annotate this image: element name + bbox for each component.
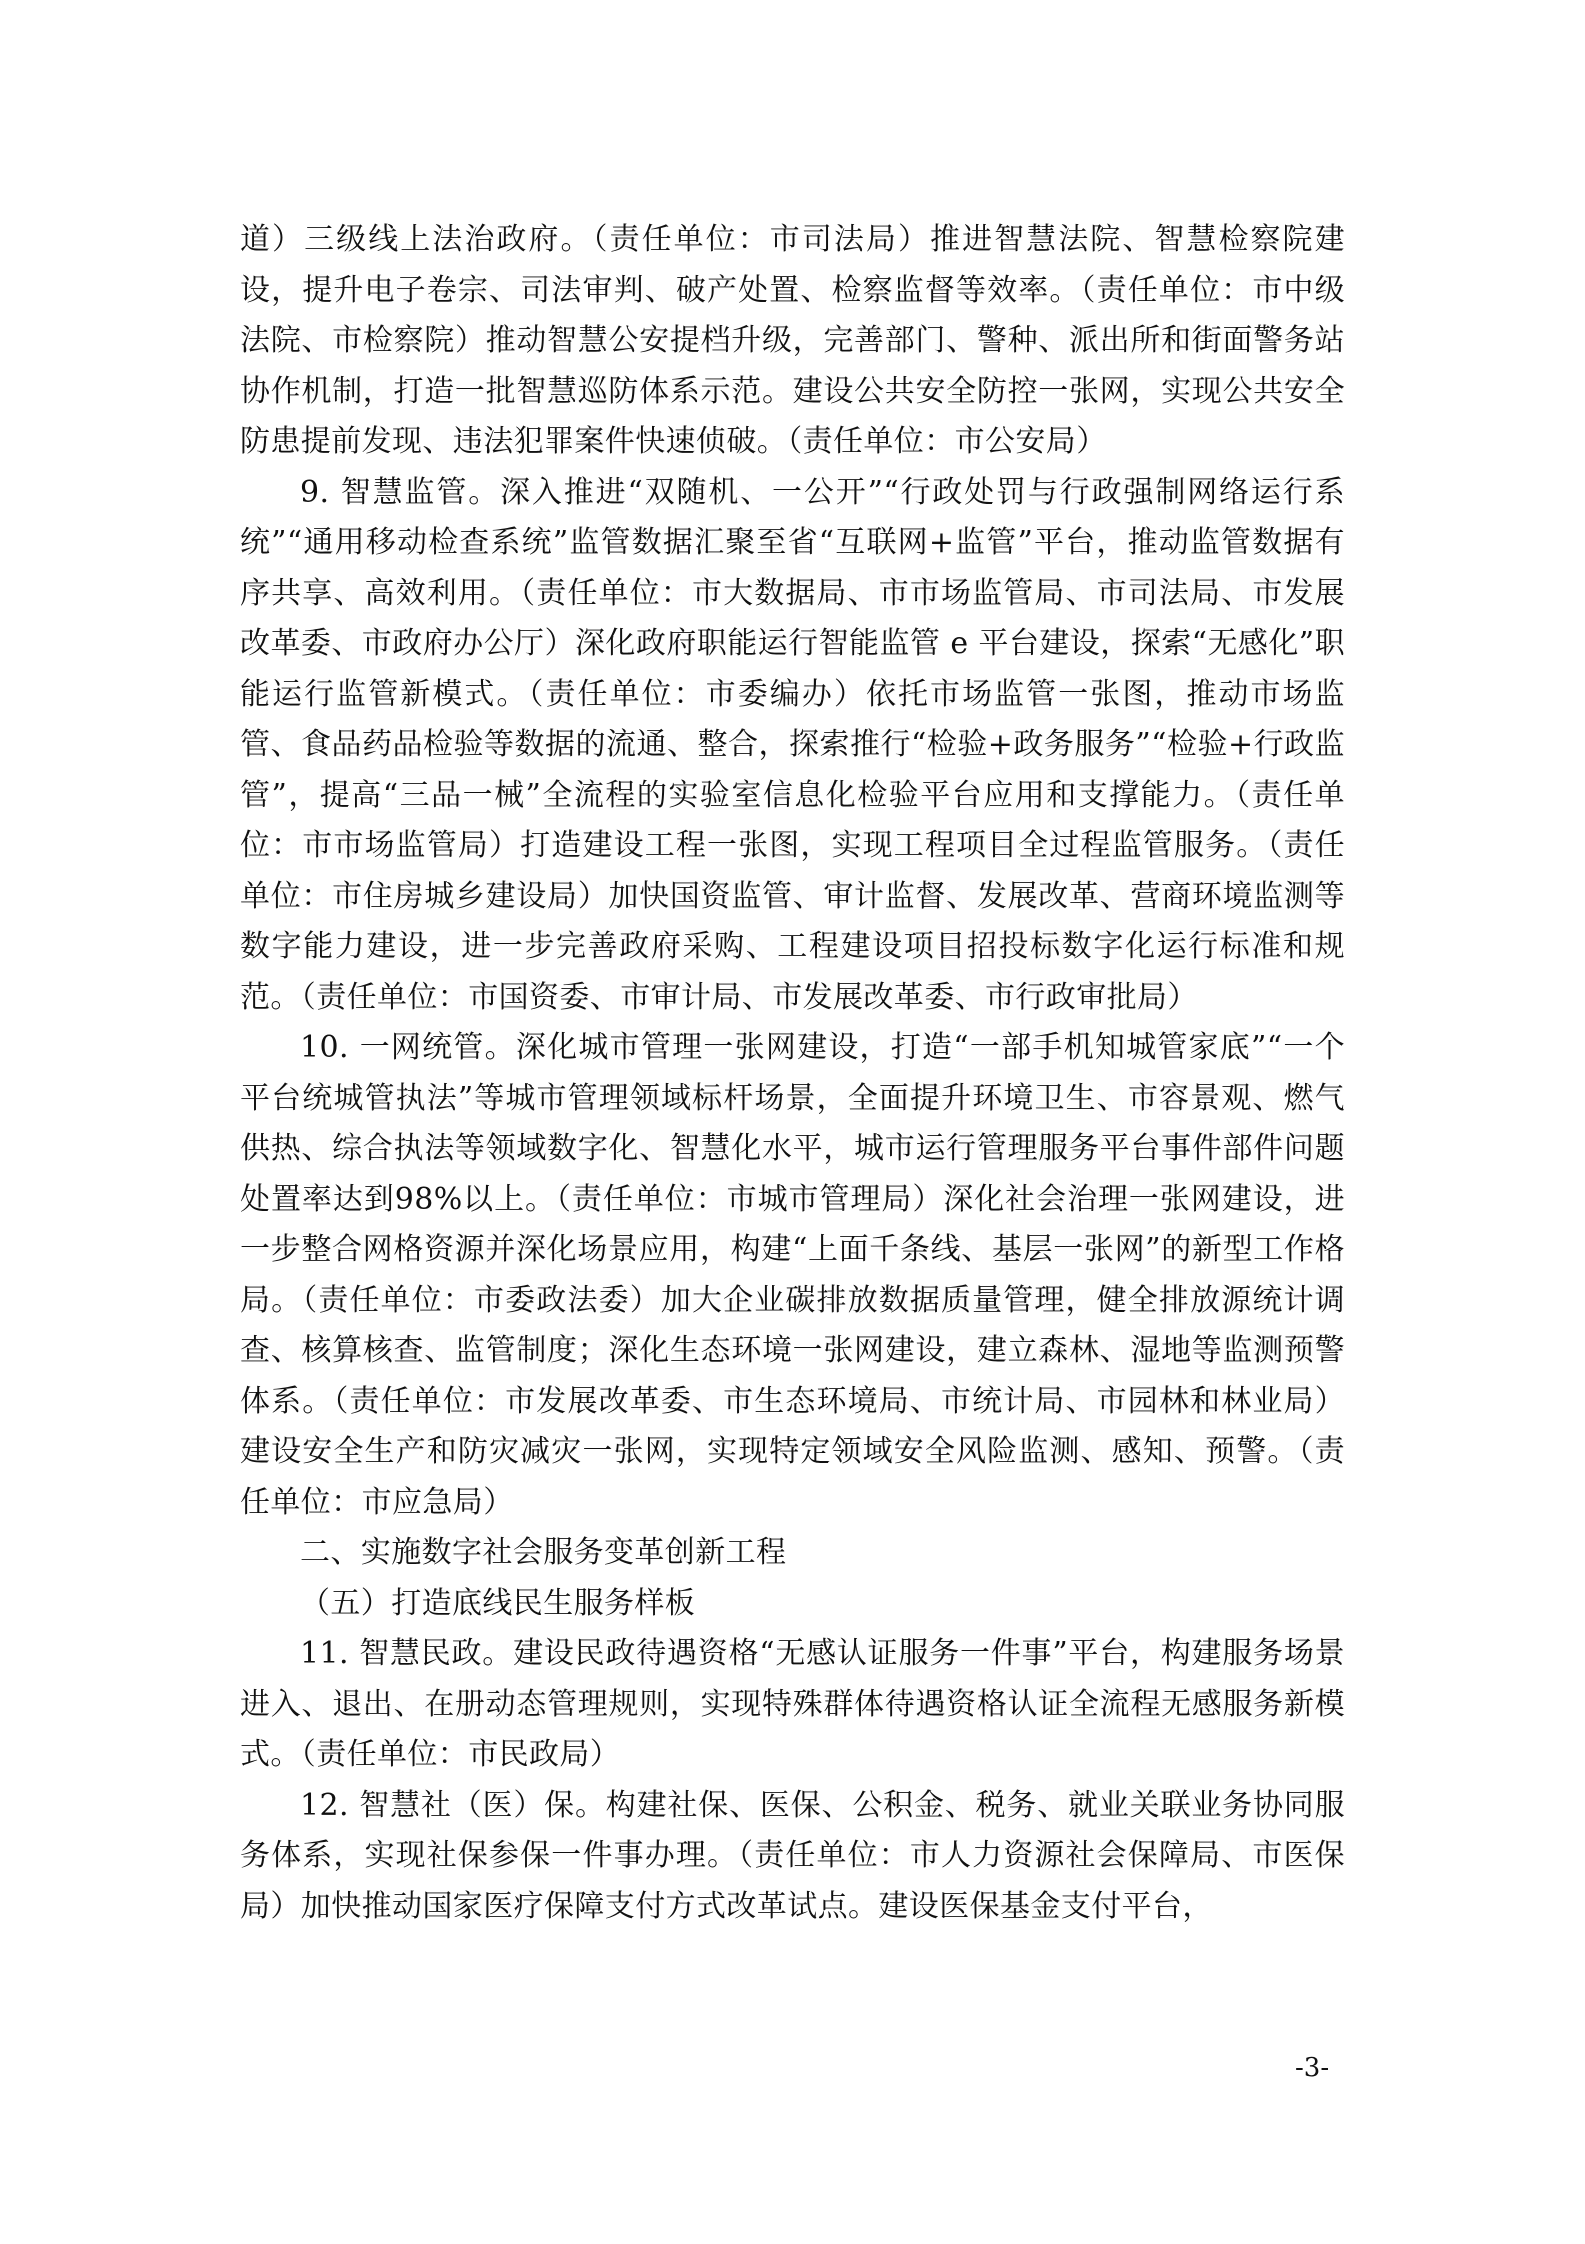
paragraph-item-9-smart-supervision: 9. 智慧监管。深入推进“双随机、一公开”“行政处罚与行政强制网络运行系统”“通用移动检查系统”监管数据汇聚至省“互联网+监管”平台，推动监管数据有序共享、高效利用。（责任单位：市大数据局、市市场监管局、市司法局、市发展改革委、市政府办公厅）深化政府职能运行智能监管 e 平台建设，探索“无感化”职能运行监管新模式。（责任单位：市委编办）依托市场监管一张图，推动市场监管、食品药品检验等数据的流通、整合，探索推行“检验+政务服务”“检验+行政监管”，提高“三品一械”全流程的实验室信息化检验平台应用和支撑能力。（责任单位：市市场监管局）打造建设工程一张图，实现工程项目全过程监管服务。（责任单位：市住房城乡建设局）加快国资监管、审计监督、发展改革、营商环境监测等数字能力建设，进一步完善政府采购、工程建设项目招投标数字化运行标准和规范。（责任单位：市国资委、市审计局、市发展改革委、市行政审批局）	[240, 474, 1345, 1015]
paragraph-item-12-smart-social-security: 12. 智慧社（医）保。构建社保、医保、公积金、税务、就业关联业务协同服务体系，实现社保参保一件事办理。（责任单位：市人力资源社会保障局、市医保局）加快推动国家医疗保障支付方式改革试点。建设医保基金支付平台，	[240, 1787, 1345, 1924]
paragraph-continued: 道）三级线上法治政府。（责任单位：市司法局）推进智慧法院、智慧检察院建设，提升电子卷宗、司法审判、破产处置、检察监督等效率。（责任单位：市中级法院、市检察院）推动智慧公安提档升级，完善部门、警种、派出所和街面警务站协作机制，打造一批智慧巡防体系示范。建设公共安全防控一张网，实现公共安全防患提前发现、违法犯罪案件快速侦破。（责任单位：市公安局）	[240, 222, 1345, 459]
paragraph-item-10-unified-management: 10. 一网统管。深化城市管理一张网建设，打造“一部手机知城管家底”“一个平台统城管执法”等城市管理领域标杆场景，全面提升环境卫生、市容景观、燃气供热、综合执法等领域数字化、智慧化水平，城市运行管理服务平台事件部件问题处置率达到98%以上。（责任单位：市城市管理局）深化社会治理一张网建设，进一步整合网格资源并深化场景应用，构建“上面千条线、基层一张网”的新型工作格局。（责任单位：市委政法委）加大企业碳排放数据质量管理，健全排放源统计调查、核算核查、监管制度；深化生态环境一张网建设，建立森林、湿地等监测预警体系。（责任单位：市发展改革委、市生态环境局、市统计局、市园林和林业局）建设安全生产和防灾减灾一张网，实现特定领域安全风险监测、感知、预警。（责任单位：市应急局）	[240, 1030, 1345, 1520]
document-body	[240, 215, 1345, 1932]
paragraph-item-11-smart-civil-affairs: 11. 智慧民政。建设民政待遇资格“无感认证服务一件事”平台，构建服务场景进入、退出、在册动态管理规则，实现特殊群体待遇资格认证全流程无感服务新模式。（责任单位：市民政局）	[240, 1636, 1345, 1772]
page-number: -3-	[1295, 2053, 1330, 2083]
section-heading-2: 二、实施数字社会服务变革创新工程	[300, 1535, 787, 1570]
subsection-heading-5: （五）打造底线民生服务样板	[300, 1585, 696, 1621]
